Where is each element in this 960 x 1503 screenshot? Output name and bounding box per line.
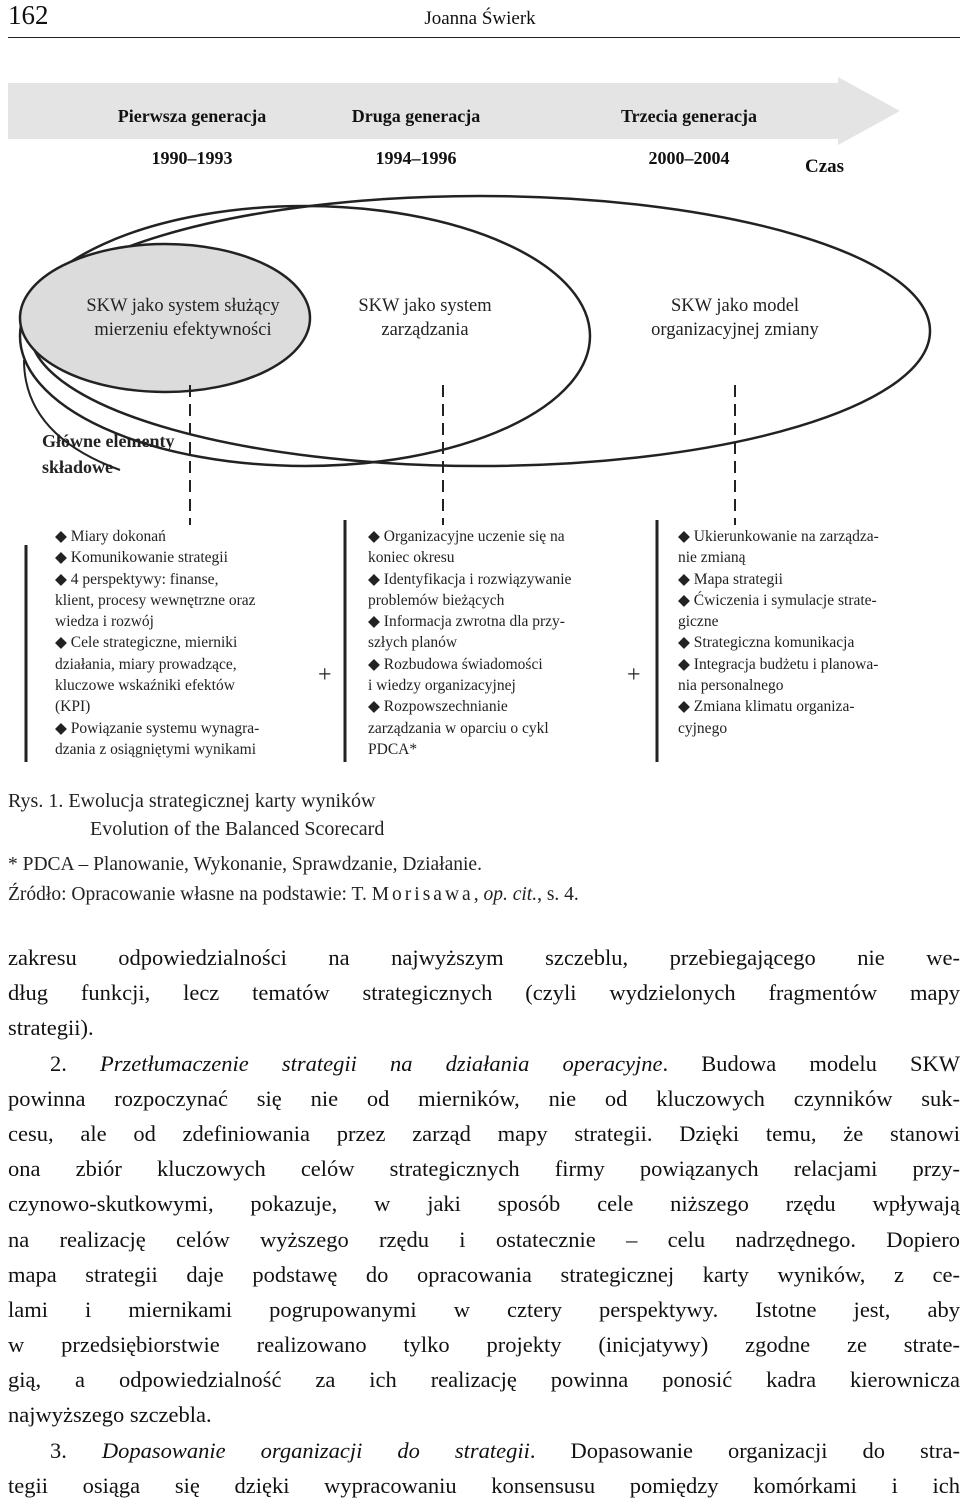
plus-sign-1: + <box>318 662 332 688</box>
source-comma: , <box>473 884 479 905</box>
column-3-line: ◆ Strategiczna komunikacja <box>678 634 855 652</box>
column-2-line: ◆ Informacja zwrotna dla przy- <box>368 613 565 631</box>
main-elements-line2: składowe <box>42 457 114 477</box>
generation-title-2: Druga generacja <box>351 106 481 126</box>
paragraph-2-first-rest: . Budowa modelu SKW <box>662 1050 960 1076</box>
column-1-line: kluczowe wskaźniki efektów <box>55 677 235 695</box>
generation-years-2: 1994–1996 <box>375 148 457 168</box>
body-line: powinna rozpoczynać się nie od mierników, nie od kluczowych czynników suk- <box>8 1085 960 1111</box>
column-3-line: ◆ Mapa strategii <box>678 570 783 588</box>
column-1-line: wiedza i rozwój <box>55 613 154 631</box>
column-1-line: klient, procesy wewnętrzne oraz <box>55 591 256 609</box>
plus-sign-2: + <box>627 662 641 688</box>
elements-column-2 <box>368 526 571 760</box>
column-2-line: ◆ Organizacyjne uczenie się na <box>368 528 565 545</box>
column-2-line: ◆ Rozpowszechnianie <box>368 698 508 716</box>
ellipse-label-3-line2: organizacyjnej zmiany <box>651 320 819 340</box>
ellipse-label-2 <box>320 294 530 342</box>
source-note <box>8 884 579 906</box>
body-line: tegii osiąga się dzięki wypracowaniu konsensusu pomiędzy komórkami i ich <box>8 1472 960 1498</box>
ellipse-label-3 <box>620 294 850 342</box>
running-header-author: Joanna Świerk <box>424 8 536 29</box>
column-3-line: ◆ Ukierunkowanie na zarządza- <box>678 528 879 545</box>
column-1-line: ◆ Powiązanie systemu wynagra- <box>55 719 260 737</box>
column-1-line: ◆ 4 perspektywy: finanse, <box>55 570 219 588</box>
elements-column-1 <box>55 526 259 760</box>
body-line: zakresu odpowiedzialności na najwyższym szczeblu, przebiegającego nie we- <box>8 945 960 970</box>
generation-title-1: Pierwsza generacja <box>117 106 267 126</box>
generation-years-1: 1990–1993 <box>151 148 233 168</box>
main-elements-line1: Główne elementy <box>42 431 175 451</box>
column-3-line: ◆ Ćwiczenia i symulacje strate- <box>678 591 877 609</box>
ellipse-label-2-line1: SKW jako system <box>358 296 492 316</box>
column-1-line: (KPI) <box>55 698 91 716</box>
body-line: mapa strategii daje podstawę do opracowania strategicznej karty wyników, z ce- <box>8 1261 960 1287</box>
column-2-line: koniec okresu <box>368 549 455 567</box>
ellipse-label-3-line1: SKW jako model <box>670 296 800 316</box>
body-line: najwyższego szczebla. <box>8 1402 212 1428</box>
column-1-line: ◆ Komunikowanie strategii <box>55 549 228 567</box>
source-author: Morisawa <box>371 884 474 905</box>
column-2-line: ◆ Identyfikacja i rozwiązywanie <box>368 570 572 588</box>
body-line: gią, a odpowiedzialność za ich realizację powinna ponosić kadra kierownicza <box>8 1367 960 1393</box>
ellipse-label-1 <box>48 294 318 342</box>
body-line: strategii). <box>8 1015 94 1041</box>
paragraph-2-number: 2. <box>50 1050 67 1076</box>
figure-caption-en: Evolution of the Balanced Scorecard <box>90 818 385 840</box>
paragraph-2-title: Przetłumaczenie strategii na działania operacyjne <box>100 1050 663 1076</box>
body-line: czynowo-skutkowymi, pokazuje, w jaki sposób cele niższego rzędu wpływają <box>8 1191 960 1217</box>
elements-column-3 <box>678 526 879 739</box>
page-number: 162 <box>8 0 49 30</box>
generation-years-3: 2000–2004 <box>648 148 730 168</box>
figure-caption-pl: Rys. 1. Ewolucja strategicznej karty wyników <box>8 790 376 812</box>
paragraph-3-heading-line <box>8 1433 960 1468</box>
column-2-line: i wiedzy organizacyjnej <box>368 677 516 695</box>
ellipse-label-1-line2: mierzeniu efektywności <box>94 320 272 340</box>
time-label: Czas <box>805 156 845 177</box>
main-elements-label <box>42 428 174 480</box>
body-line: na realizację celów wyższego rzędu i ostatecznie – celu nadrzędnego. Dopiero <box>8 1226 960 1252</box>
column-3-line: ◆ Zmiana klimatu organiza- <box>678 698 855 716</box>
source-suffix: , s. 4. <box>537 884 579 905</box>
body-line: w przedsiębiorstwie realizowano tylko projekty (inicjatywy) zgodne ze strate- <box>8 1332 960 1358</box>
body-line: cesu, ale od zdefiniowania przez zarząd mapy strategii. Dzięki temu, że stanowi <box>8 1120 960 1146</box>
body-text <box>8 940 960 1503</box>
column-2-line: ◆ Rozbudowa świadomości <box>368 655 543 673</box>
paragraph-3-title: Dopasowanie organizacji do strategii <box>101 1437 530 1463</box>
body-line: ona zbiór kluczowych celów strategicznych firmy powiązanych relacjami przy- <box>8 1156 960 1182</box>
source-opcit: op. cit. <box>483 884 538 905</box>
body-line: dług funkcji, lecz tematów strategicznych (czyli wydzielonych fragmentów mapy <box>8 980 960 1006</box>
column-2-line: problemów bieżących <box>368 591 505 609</box>
column-3-line: cyjnego <box>678 719 728 737</box>
column-2-line: zarządzania w oparciu o cykl <box>368 719 549 737</box>
paragraph-2-heading-line <box>8 1046 960 1081</box>
ellipse-label-2-line2: zarządzania <box>381 320 469 340</box>
column-2-line: szłych planów <box>368 634 458 652</box>
column-2-line: PDCA* <box>368 740 418 758</box>
column-3-line: nia personalnego <box>678 677 784 695</box>
column-3-line: giczne <box>678 613 719 631</box>
ellipse-label-1-line1: SKW jako system służący <box>86 296 280 316</box>
paragraph-3-first-rest: . Dopasowanie organizacji do stra- <box>529 1437 960 1463</box>
column-1-line: działania, miary prowadzące, <box>55 655 237 673</box>
column-1-line: ◆ Cele strategiczne, mierniki <box>55 634 238 652</box>
column-1-line: ◆ Miary dokonań <box>55 528 166 545</box>
column-3-line: nie zmianą <box>678 549 746 567</box>
column-3-line: ◆ Integracja budżetu i planowa- <box>678 655 879 673</box>
pdca-footnote: * PDCA – Planowanie, Wykonanie, Sprawdzanie, Działanie. <box>8 854 482 875</box>
generation-title-3: Trzecia generacja <box>620 106 758 126</box>
paragraph-3-number: 3. <box>50 1437 67 1463</box>
body-line: lami i miernikami pogrupowanymi w cztery perspektywy. Istotne jest, aby <box>8 1296 960 1322</box>
source-prefix: Źródło: Opracowanie własne na podstawie: T. <box>8 884 367 905</box>
column-1-line: dzania z osiągniętymi wynikami <box>55 740 257 758</box>
